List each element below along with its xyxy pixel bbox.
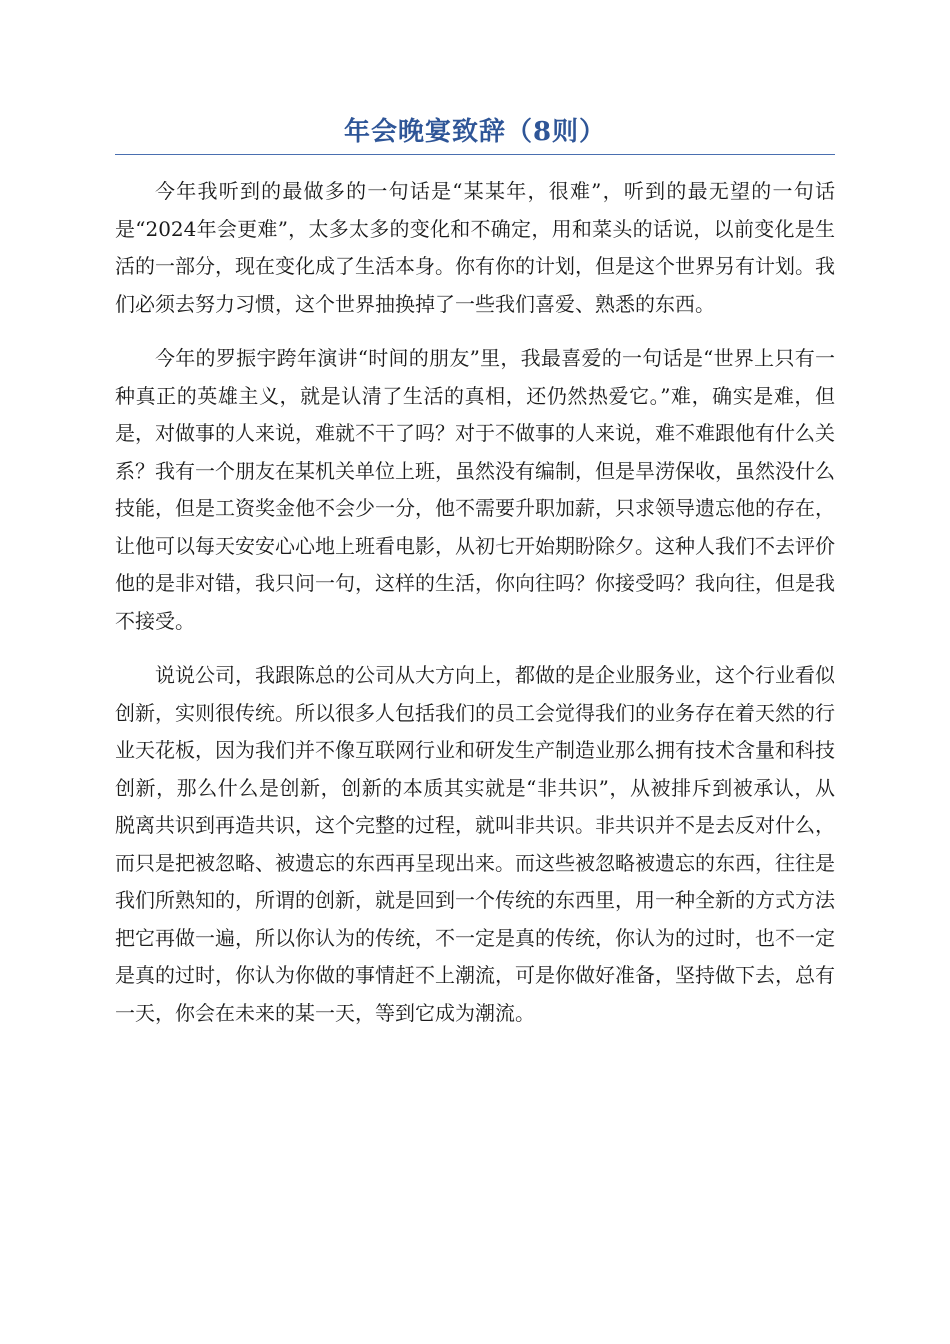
paragraph-2: 今年的罗振宇跨年演讲“时间的朋友”里，我最喜爱的一句话是“世界上只有一种真正的英雄主义，就是认清了生活的真相，还仍然热爱它。”难，确实是难，但是，对做事的人来说，难就不干了吗？对于不做事的人来说，难不难跟他有什么关系？我有一个朋友在某机关单位上班，虽然没有编制，但是旱涝保收，虽然没什么技能，但是工资奖金他不会少一分，他不需要升职加薪，只求领导遗忘他的存在，让他可以每天安安心心地上班看电影，从初七开始期盼除夕。这种人我们不去评价他的是非对错，我只问一句，这样的生活，你向往吗？你接受吗？我向往，但是我不接受。	[115, 346, 835, 633]
title-underline	[115, 154, 835, 155]
document-page	[115, 110, 835, 1049]
paragraph-3: 说说公司，我跟陈总的公司从大方向上，都做的是企业服务业，这个行业看似创新，实则很传统。所以很多人包括我们的员工会觉得我们的业务存在着天然的行业天花板，因为我们并不像互联网行业和研发生产制造业那么拥有技术含量和科技创新，那么什么是创新，创新的本质其实就是“非共识”，从被排斥到被承认，从脱离共识到再造共识，这个完整的过程，就叫非共识。非共识并不是去反对什么，而只是把被忽略、被遗忘的东西再呈现出来。而这些被忽略被遗忘的东西，往往是我们所熟知的，所谓的创新，就是回到一个传统的东西里，用一种全新的方式方法把它再做一遍，所以你认为的传统，不一定是真的传统，你认为的过时，也不一定是真的过时，你认为你做的事情赶不上潮流，可是你做好准备，坚持做下去，总有一天，你会在未来的某一天，等到它成为潮流。	[115, 663, 835, 1025]
paragraph-1: 今年我听到的最做多的一句话是“某某年，很难”，听到的最无望的一句话是“2024年会更难”，太多太多的变化和不确定，用和菜头的话说，以前变化是生活的一部分，现在变化成了生活本身。你有你的计划，但是这个世界另有计划。我们必须去努力习惯，这个世界抽换掉了一些我们喜爱、熟悉的东西。	[115, 179, 835, 316]
document-title: 年会晚宴致辞（8则）	[343, 117, 607, 147]
